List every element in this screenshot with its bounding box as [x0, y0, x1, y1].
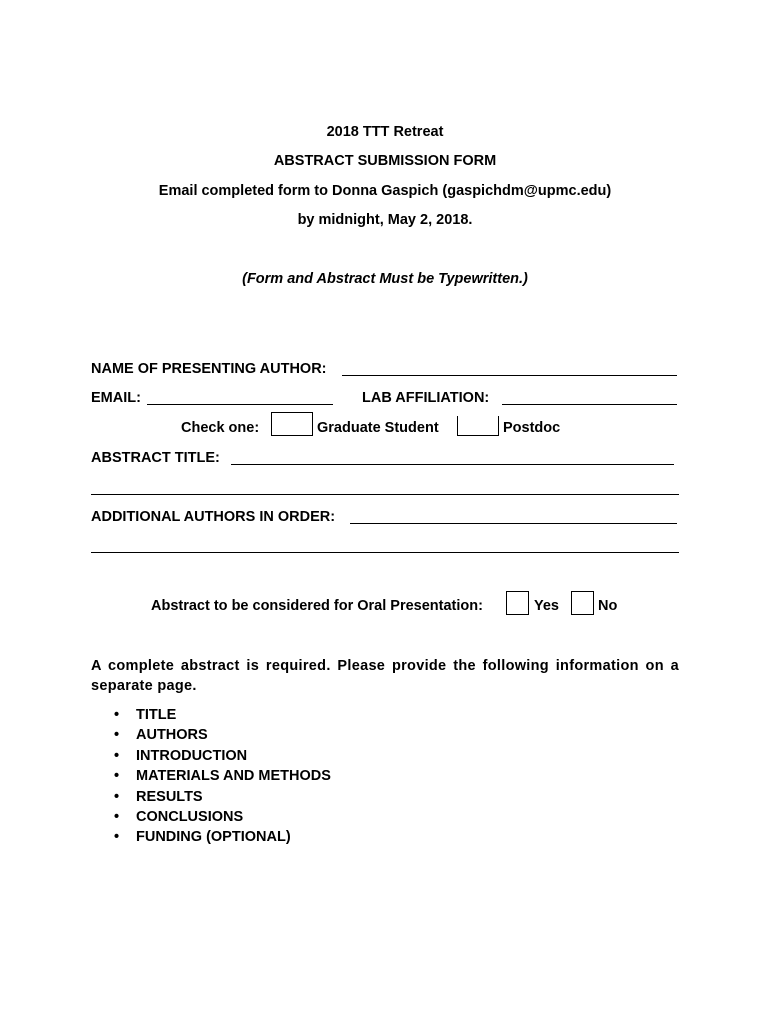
oral-yes-checkbox[interactable] [506, 591, 529, 615]
bullet-icon: • [114, 788, 120, 805]
oral-presentation-label: Abstract to be considered for Oral Presentation: [151, 598, 483, 614]
typewritten-note: (Form and Abstract Must be Typewritten.) [242, 271, 528, 287]
form-title: ABSTRACT SUBMISSION FORM [273, 153, 497, 169]
list-item: • CONCLUSIONS [108, 807, 331, 827]
retreat-title: 2018 TTT Retreat [326, 124, 444, 140]
additional-authors-field-line-2[interactable] [91, 552, 679, 553]
additional-authors-field[interactable] [350, 523, 677, 524]
lab-affiliation-label: LAB AFFILIATION: [362, 390, 490, 406]
bullet-icon: • [114, 768, 120, 785]
presenting-author-label: NAME OF PRESENTING AUTHOR: [91, 361, 327, 377]
oral-no-label: No [598, 598, 618, 614]
oral-yes-label: Yes [534, 598, 559, 614]
list-item: • FUNDING (OPTIONAL) [108, 827, 331, 847]
lab-affiliation-field[interactable] [502, 404, 677, 405]
presenting-author-field[interactable] [342, 375, 677, 376]
email-field[interactable] [147, 404, 333, 405]
list-item: • AUTHORS [108, 725, 331, 745]
check-one-label: Check one: [181, 420, 260, 436]
list-item: • MATERIALS AND METHODS [108, 766, 331, 786]
bullet-icon: • [114, 808, 120, 825]
bullet-icon: • [114, 727, 120, 744]
list-item: • INTRODUCTION [108, 746, 331, 766]
postdoc-checkbox[interactable] [457, 416, 499, 436]
abstract-title-field[interactable] [231, 464, 674, 465]
email-instruction: Email completed form to Donna Gaspich (gaspichdm@upmc.edu) [158, 183, 612, 199]
oral-no-checkbox[interactable] [571, 591, 594, 615]
list-item: • RESULTS [108, 787, 331, 807]
bullet-icon: • [114, 829, 120, 846]
postdoc-label: Postdoc [503, 420, 561, 436]
bullet-icon: • [114, 707, 120, 723]
graduate-student-checkbox[interactable] [271, 412, 313, 436]
graduate-student-label: Graduate Student [317, 420, 439, 436]
additional-authors-label: ADDITIONAL AUTHORS IN ORDER: [91, 509, 336, 525]
bullet-icon: • [114, 747, 120, 764]
abstract-instructions: A complete abstract is required. Please provide the following information on a separate page. [91, 658, 679, 694]
abstract-title-field-line-2[interactable] [91, 494, 679, 495]
email-label: EMAIL: [91, 390, 141, 406]
deadline: by midnight, May 2, 2018. [297, 212, 473, 228]
required-sections-list [108, 705, 331, 848]
abstract-title-label: ABSTRACT TITLE: [91, 450, 220, 466]
list-item: • TITLE [108, 705, 331, 725]
